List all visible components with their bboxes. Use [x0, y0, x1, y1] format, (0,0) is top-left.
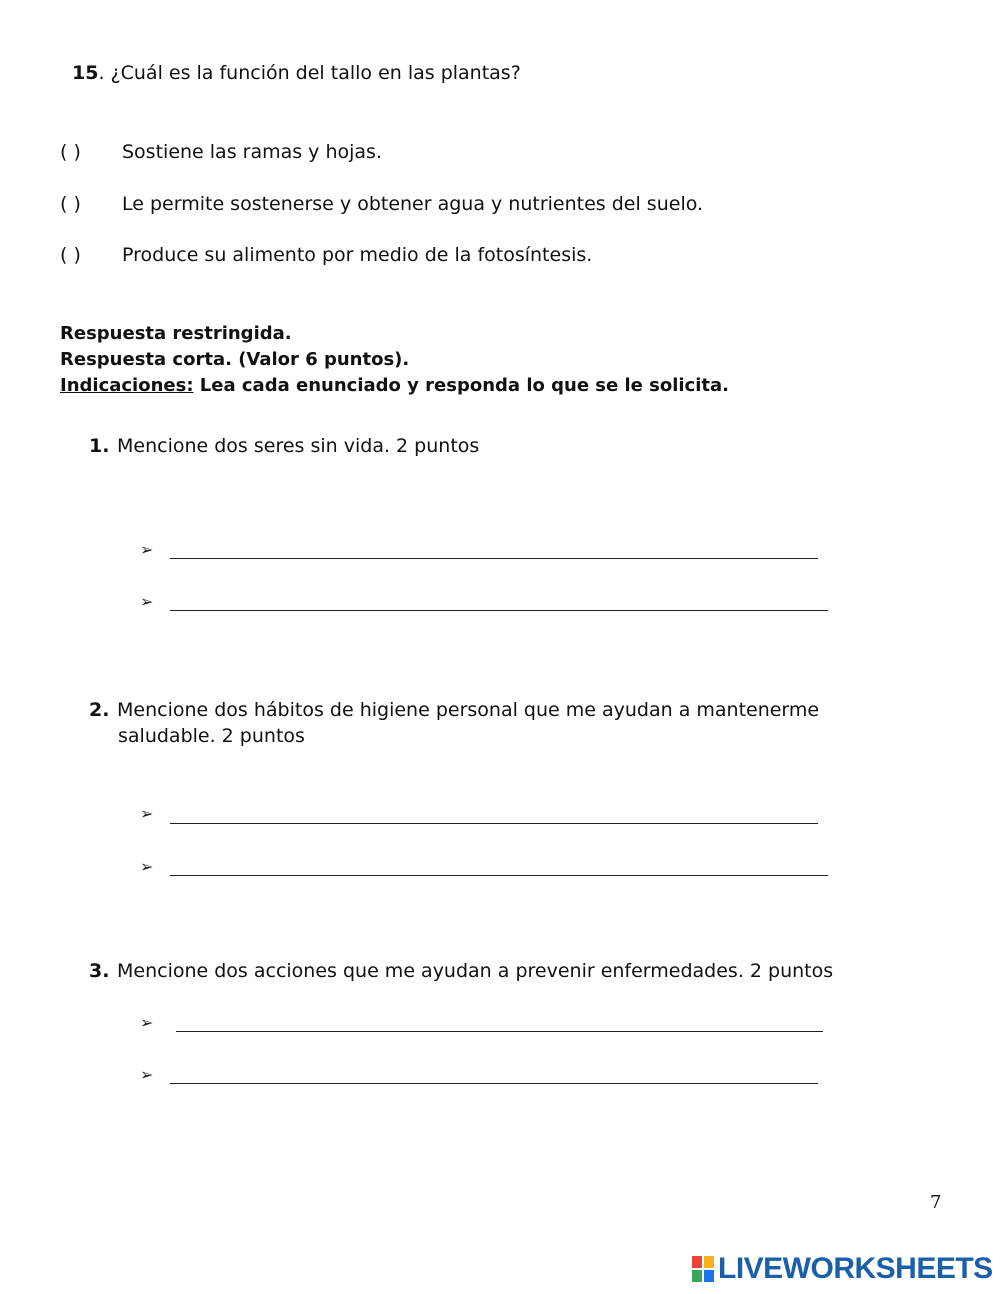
indications-text: Lea cada enunciado y responda lo que se le solicita.: [193, 375, 729, 396]
item-text: Mencione dos seres sin vida. 2 puntos: [117, 435, 480, 457]
arrow-bullet-icon: ➢: [140, 592, 154, 611]
arrow-bullet-icon: ➢: [140, 857, 154, 876]
item-2: [89, 699, 819, 721]
item-number: 2.: [89, 699, 110, 721]
answer-line[interactable]: [170, 875, 828, 876]
option-1[interactable]: [60, 141, 382, 163]
logo-icon: [692, 1256, 714, 1282]
item-number: 1.: [89, 435, 110, 457]
answer-line[interactable]: [170, 1083, 818, 1084]
logo-square: [704, 1256, 714, 1268]
arrow-bullet-icon: ➢: [140, 1013, 154, 1032]
section-subtitle: Respuesta corta. (Valor 6 puntos).: [60, 349, 410, 370]
option-checkbox[interactable]: ( ): [60, 193, 81, 215]
answer-line[interactable]: [170, 610, 828, 611]
arrow-bullet-icon: ➢: [140, 804, 154, 823]
logo-square: [692, 1256, 702, 1268]
section-indications: [60, 375, 729, 396]
item-number: 3.: [89, 960, 110, 982]
option-text: Sostiene las ramas y hojas.: [122, 141, 382, 163]
answer-line[interactable]: [170, 823, 818, 824]
item-1: [89, 435, 479, 457]
option-text: Produce su alimento por medio de la fotosíntesis.: [122, 244, 593, 266]
question-text: . ¿Cuál es la función del tallo en las plantas?: [98, 62, 521, 84]
arrow-bullet-icon: ➢: [140, 540, 154, 559]
page-number: 7: [930, 1192, 942, 1213]
logo-square: [692, 1270, 702, 1282]
answer-line[interactable]: [170, 558, 818, 559]
arrow-bullet-icon: ➢: [140, 1065, 154, 1084]
option-2[interactable]: [60, 193, 703, 215]
option-checkbox[interactable]: ( ): [60, 244, 81, 266]
question-number: 15: [72, 62, 99, 84]
option-text: Le permite sostenerse y obtener agua y nutrientes del suelo.: [122, 193, 704, 215]
answer-line[interactable]: [176, 1031, 823, 1032]
section-title: Respuesta restringida.: [60, 323, 292, 344]
liveworksheets-logo[interactable]: [692, 1252, 993, 1286]
item-2-continuation: saludable. 2 puntos: [118, 725, 305, 747]
option-3[interactable]: [60, 244, 592, 266]
item-3: [89, 960, 833, 982]
logo-square: [704, 1270, 714, 1282]
question-15: [72, 62, 521, 84]
item-text: Mencione dos hábitos de higiene personal que me ayudan a mantenerme: [117, 699, 820, 721]
brand-name: LIVEWORKSHEETS: [718, 1252, 993, 1285]
indications-label: Indicaciones:: [60, 375, 194, 396]
item-text: Mencione dos acciones que me ayudan a prevenir enfermedades. 2 puntos: [117, 960, 834, 982]
option-checkbox[interactable]: ( ): [60, 141, 81, 163]
